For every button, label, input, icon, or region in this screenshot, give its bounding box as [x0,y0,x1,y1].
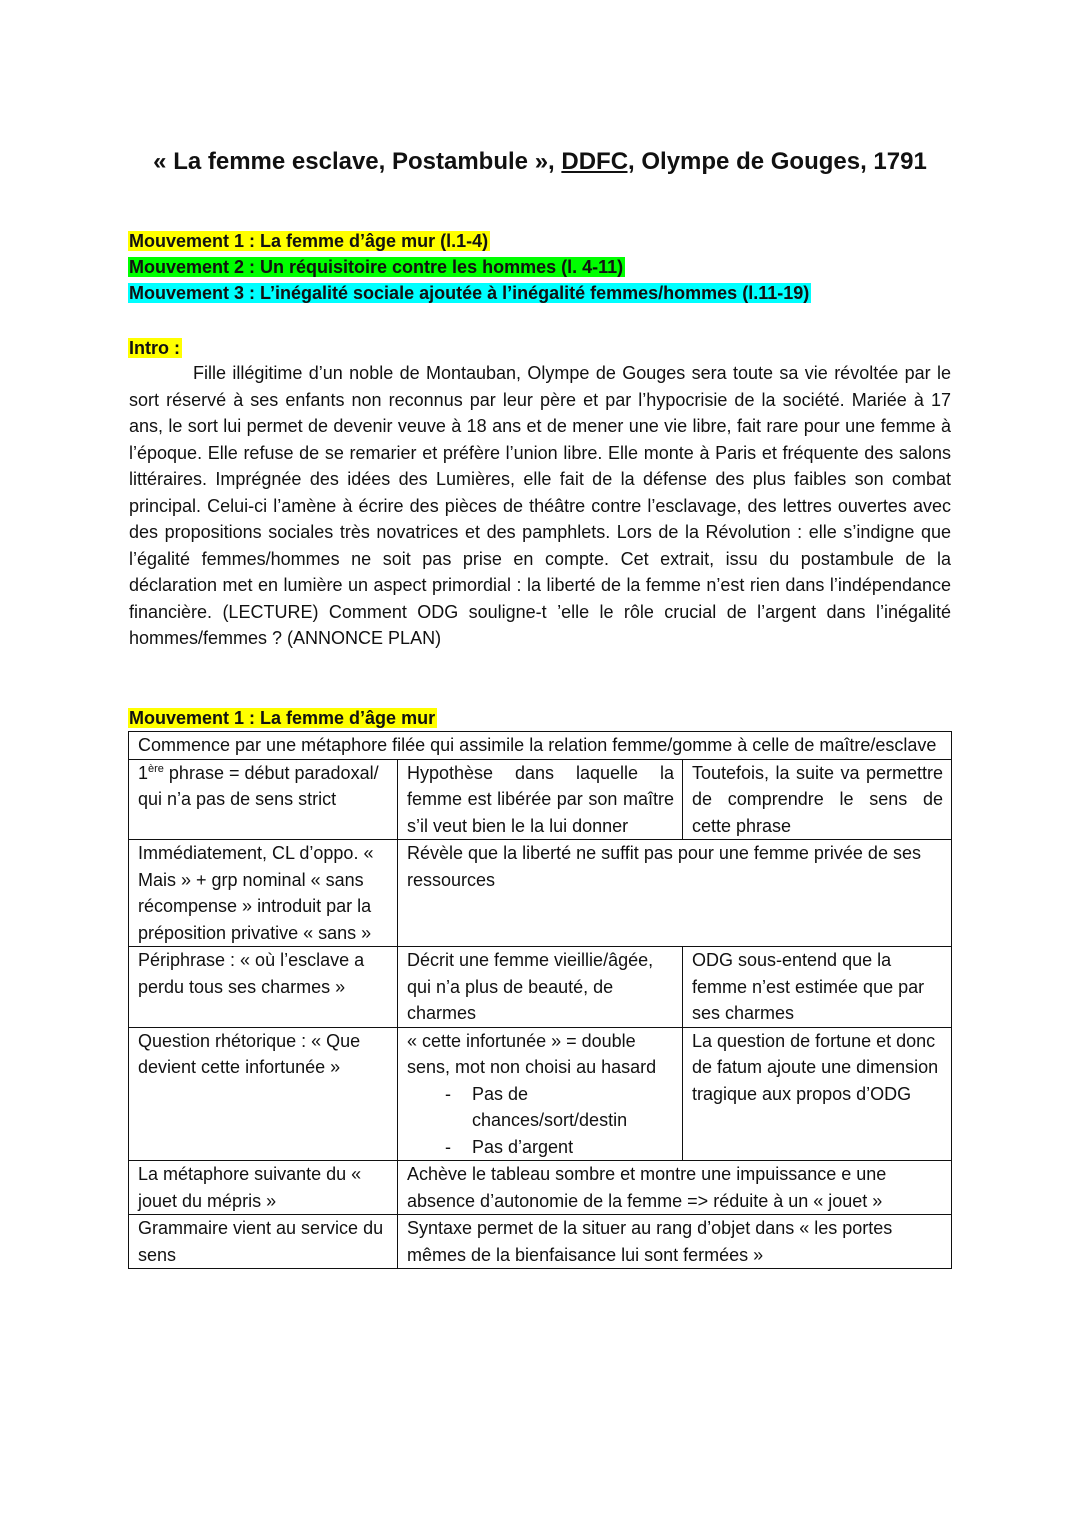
table-row [129,1161,952,1215]
table-row [129,947,952,1028]
document-title [0,148,1080,176]
dash-list [407,1081,674,1161]
table-cell: Syntaxe permet de la situer au rang d’objet dans « les portes mêmes de la bienfaisance lui sont fermées » [398,1215,952,1269]
title-ddfc: DDFC, [561,148,635,175]
analysis-table [128,731,952,1269]
table-cell: Hypothèse dans laquelle la femme est libérée par son maître s’il veut bien le la lui donner [398,759,683,840]
table-row [129,759,952,840]
table-cell: Décrit une femme vieillie/âgée, qui n’a plus de beauté, de charmes [398,947,683,1028]
movements-list [128,228,811,306]
movement-1-label: Mouvement 1 : La femme d’âge mur (l.1-4) [129,231,489,251]
table-cell [398,1027,683,1161]
table-cell: Commence par une métaphore filée qui assimile la relation femme/gomme à celle de maître/esclave [129,732,952,760]
intro-paragraph: Fille illégitime d’un noble de Montauban, Olympe de Gouges sera toute sa vie révoltée par le sort réservé à ses enfants non reconnus par leur père et par l’hypocrisie de la société. Mariée à 17 ans, le sort lui permet de devenir veuve à 18 ans et de mener une vie libre, fait rare pour une femme à l’époque. Elle refuse de se remarier et préfère l’union libre. Elle monte à Paris et fréquente des salons littéraires. Imprégnée des idées des Lumières, elle fait de la défense des plus faibles son combat principal. Celui-ci l’amène à écrire des pièces de théâtre contre l’esclavage, des lettres ouvertes avec des propositions sociales très novatrices et des pamphlets. Lors de la Révolution : elle s’indigne que l’égalité femmes/hommes ne soit pas prise en compte. Cet extrait, issu du postambule de la déclaration met en lumière un aspect primordial : la liberté de la femme n’est rien dans l’indépendance financière. (LECTURE) Comment ODG souligne-t ’elle le rôle crucial de l’argent dans l’inégalité hommes/femmes ? (ANNONCE PLAN) [129,363,951,648]
table-cell: Révèle que la liberté ne suffit pas pour une femme privée de ses ressources [398,840,952,947]
list-item: - Pas d’argent [445,1134,674,1161]
table-row [129,840,952,947]
table-cell: Question rhétorique : « Que devient cette infortunée » [129,1027,398,1161]
table-cell: Grammaire vient au service du sens [129,1215,398,1269]
table-cell: ODG sous-entend que la femme n’est estimée que par ses charmes [683,947,952,1028]
cell-text: « cette infortunée » = double sens, mot non choisi au hasard [407,1030,657,1077]
table-row [129,1027,952,1161]
table-cell: Toutefois, la suite va permettre de comprendre le sens de cette phrase [683,759,952,840]
intro-heading: Intro : [129,338,180,358]
title-part3: Olympe de Gouges, 1791 [634,148,927,175]
table-row [129,1215,952,1269]
movement-2-label: Mouvement 2 : Un réquisitoire contre les hommes (l. 4-11) [129,257,624,277]
table-cell: Immédiatement, CL d’oppo. « Mais » + grp nominal « sans récompense » introduit par la préposition privative « sans » [129,840,398,947]
table-cell: Achève le tableau sombre et montre une impuissance e une absence d’autonomie de la femme => réduite à un « jouet » [398,1161,952,1215]
table-cell: Périphrase : « où l’esclave a perdu tous ses charmes » [129,947,398,1028]
title-part1: « La femme esclave, Postambule », [153,148,562,175]
movement-3-label: Mouvement 3 : L’inégalité sociale ajoutée à l’inégalité femmes/hommes (l.11-19) [129,283,810,303]
table-cell: 1ère phrase = début paradoxal/ qui n’a pas de sens strict [129,759,398,840]
table-row [129,732,952,760]
movement-1-heading: Mouvement 1 : La femme d’âge mur [129,708,436,728]
table-cell: La métaphore suivante du « jouet du mépris » [129,1161,398,1215]
table-cell: La question de fortune et donc de fatum ajoute une dimension tragique aux propos d’ODG [683,1027,952,1161]
list-item: - Pas de chances/sort/destin [445,1081,674,1134]
